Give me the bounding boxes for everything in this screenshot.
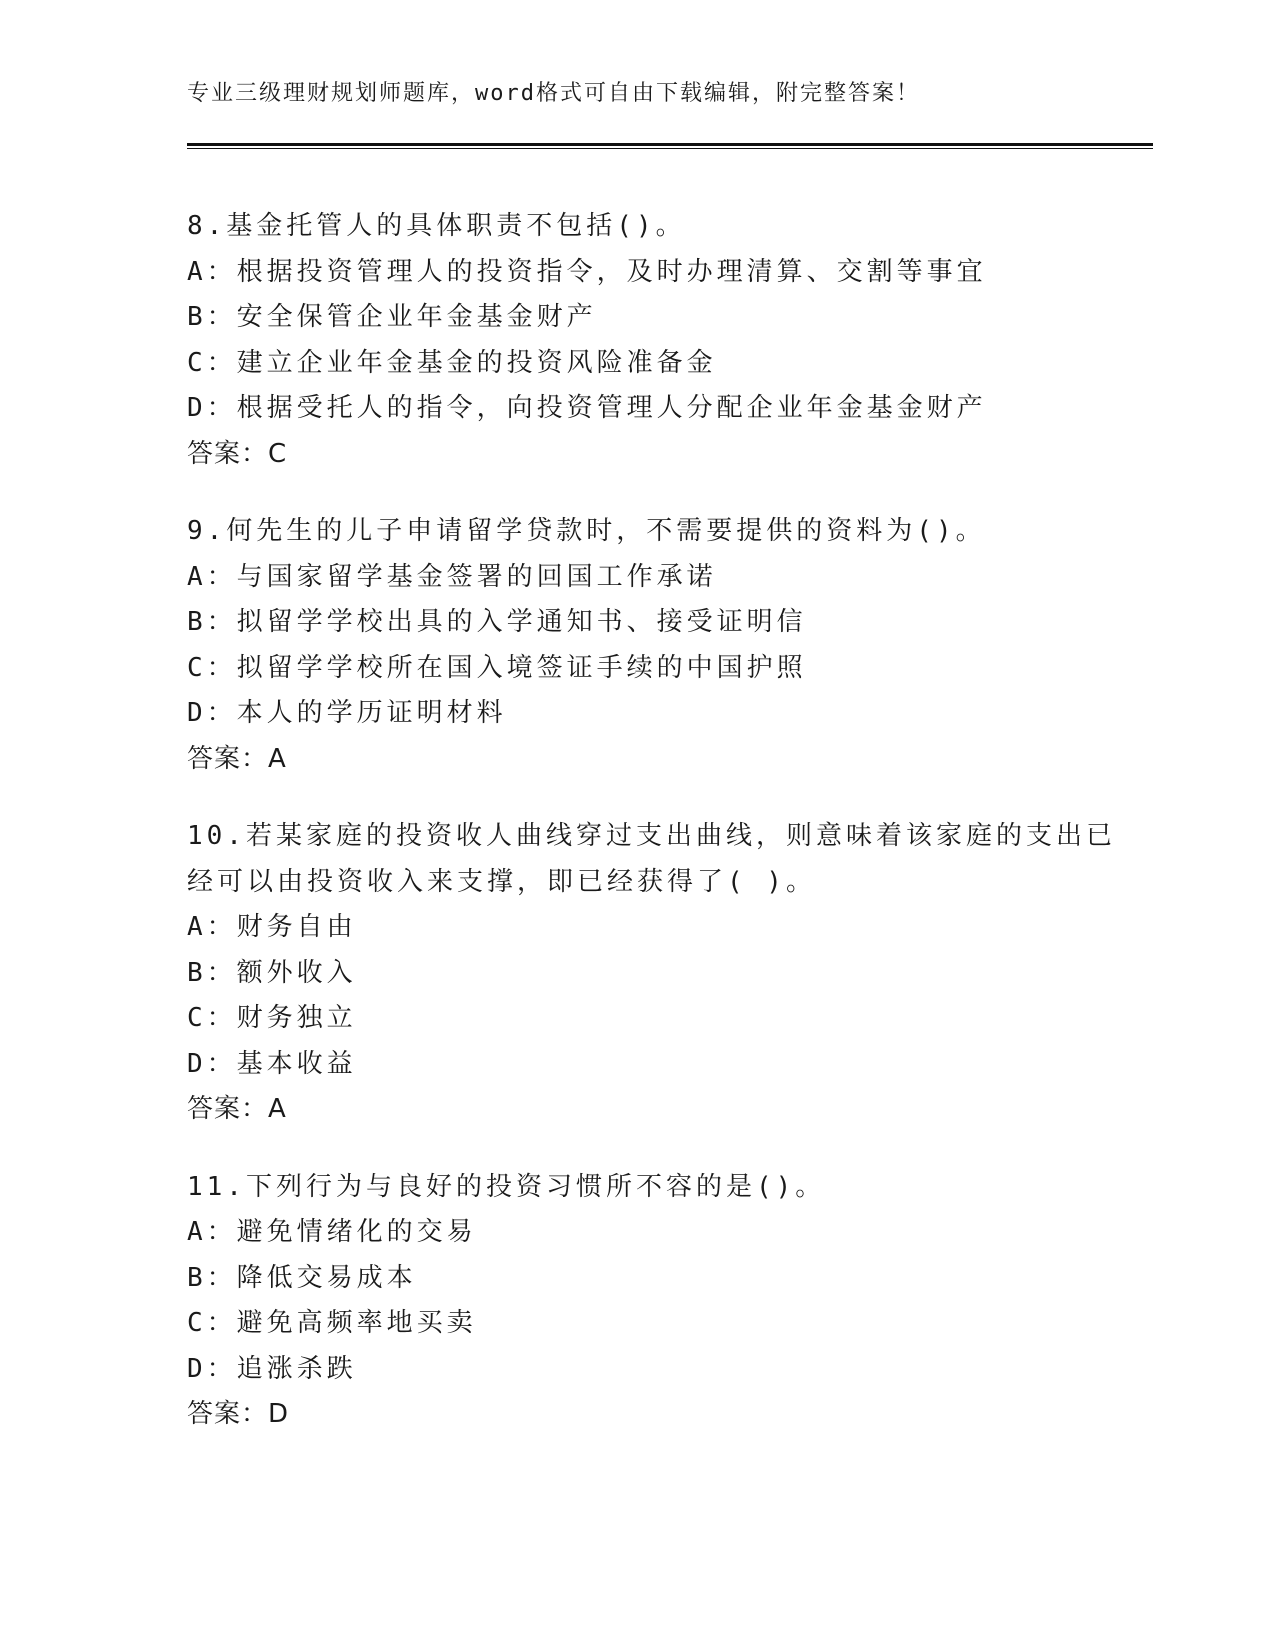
- question-list: [187, 204, 1116, 1470]
- answer-label: 答案：A: [187, 743, 287, 774]
- header-divider-thick: [187, 143, 1153, 146]
- option-a: A：根据投资管理人的投资指令，及时办理清算、交割等事宜: [187, 256, 987, 287]
- option-d: D：追涨杀跌: [187, 1353, 357, 1384]
- option-c: C：拟留学学校所在国入境签证手续的中国护照: [187, 652, 807, 683]
- question-9: [187, 509, 1087, 782]
- option-a: A：财务自由: [187, 912, 357, 942]
- option-a: A：避免情绪化的交易: [187, 1217, 477, 1247]
- question-stem: 11.下列行为与良好的投资习惯所不容的是()。: [187, 1171, 826, 1202]
- option-c: C：财务独立: [187, 1003, 357, 1033]
- option-b: B：拟留学学校出具的入学通知书、接受证明信: [187, 607, 807, 637]
- answer-label: 答案：A: [187, 1094, 287, 1124]
- option-c: C：避免高频率地买卖: [187, 1308, 477, 1338]
- option-b: B：额外收入: [187, 957, 357, 988]
- question-stem: 10.若某家庭的投资收人曲线穿过支出曲线，则意味着该家庭的支出已: [187, 821, 1116, 851]
- header-divider-thin: [187, 148, 1153, 149]
- answer-label: 答案：C: [187, 438, 288, 469]
- question-10: [187, 814, 1116, 1133]
- question-stem: 8.基金托管人的具体职责不包括()。: [187, 211, 686, 241]
- question-8: [187, 204, 1087, 477]
- option-b: B：安全保管企业年金基金财产: [187, 302, 597, 332]
- option-d: D：基本收益: [187, 1048, 357, 1079]
- question-11: [187, 1165, 1087, 1438]
- option-d: D：根据受托人的指令，向投资管理人分配企业年金基金财产: [187, 393, 987, 423]
- option-c: C：建立企业年金基金的投资风险准备金: [187, 347, 717, 378]
- page-header: 专业三级理财规划师题库，word格式可自由下载编辑，附完整答案！: [187, 81, 920, 106]
- option-a: A：与国家留学基金签署的回国工作承诺: [187, 561, 717, 592]
- option-b: B：降低交易成本: [187, 1262, 417, 1293]
- question-stem-continued: 经可以由投资收入来支撑，即已经获得了( )。: [187, 866, 816, 897]
- answer-label: 答案：D: [187, 1399, 290, 1429]
- option-d: D：本人的学历证明材料: [187, 698, 507, 728]
- question-stem: 9.何先生的儿子申请留学贷款时，不需要提供的资料为()。: [187, 516, 986, 546]
